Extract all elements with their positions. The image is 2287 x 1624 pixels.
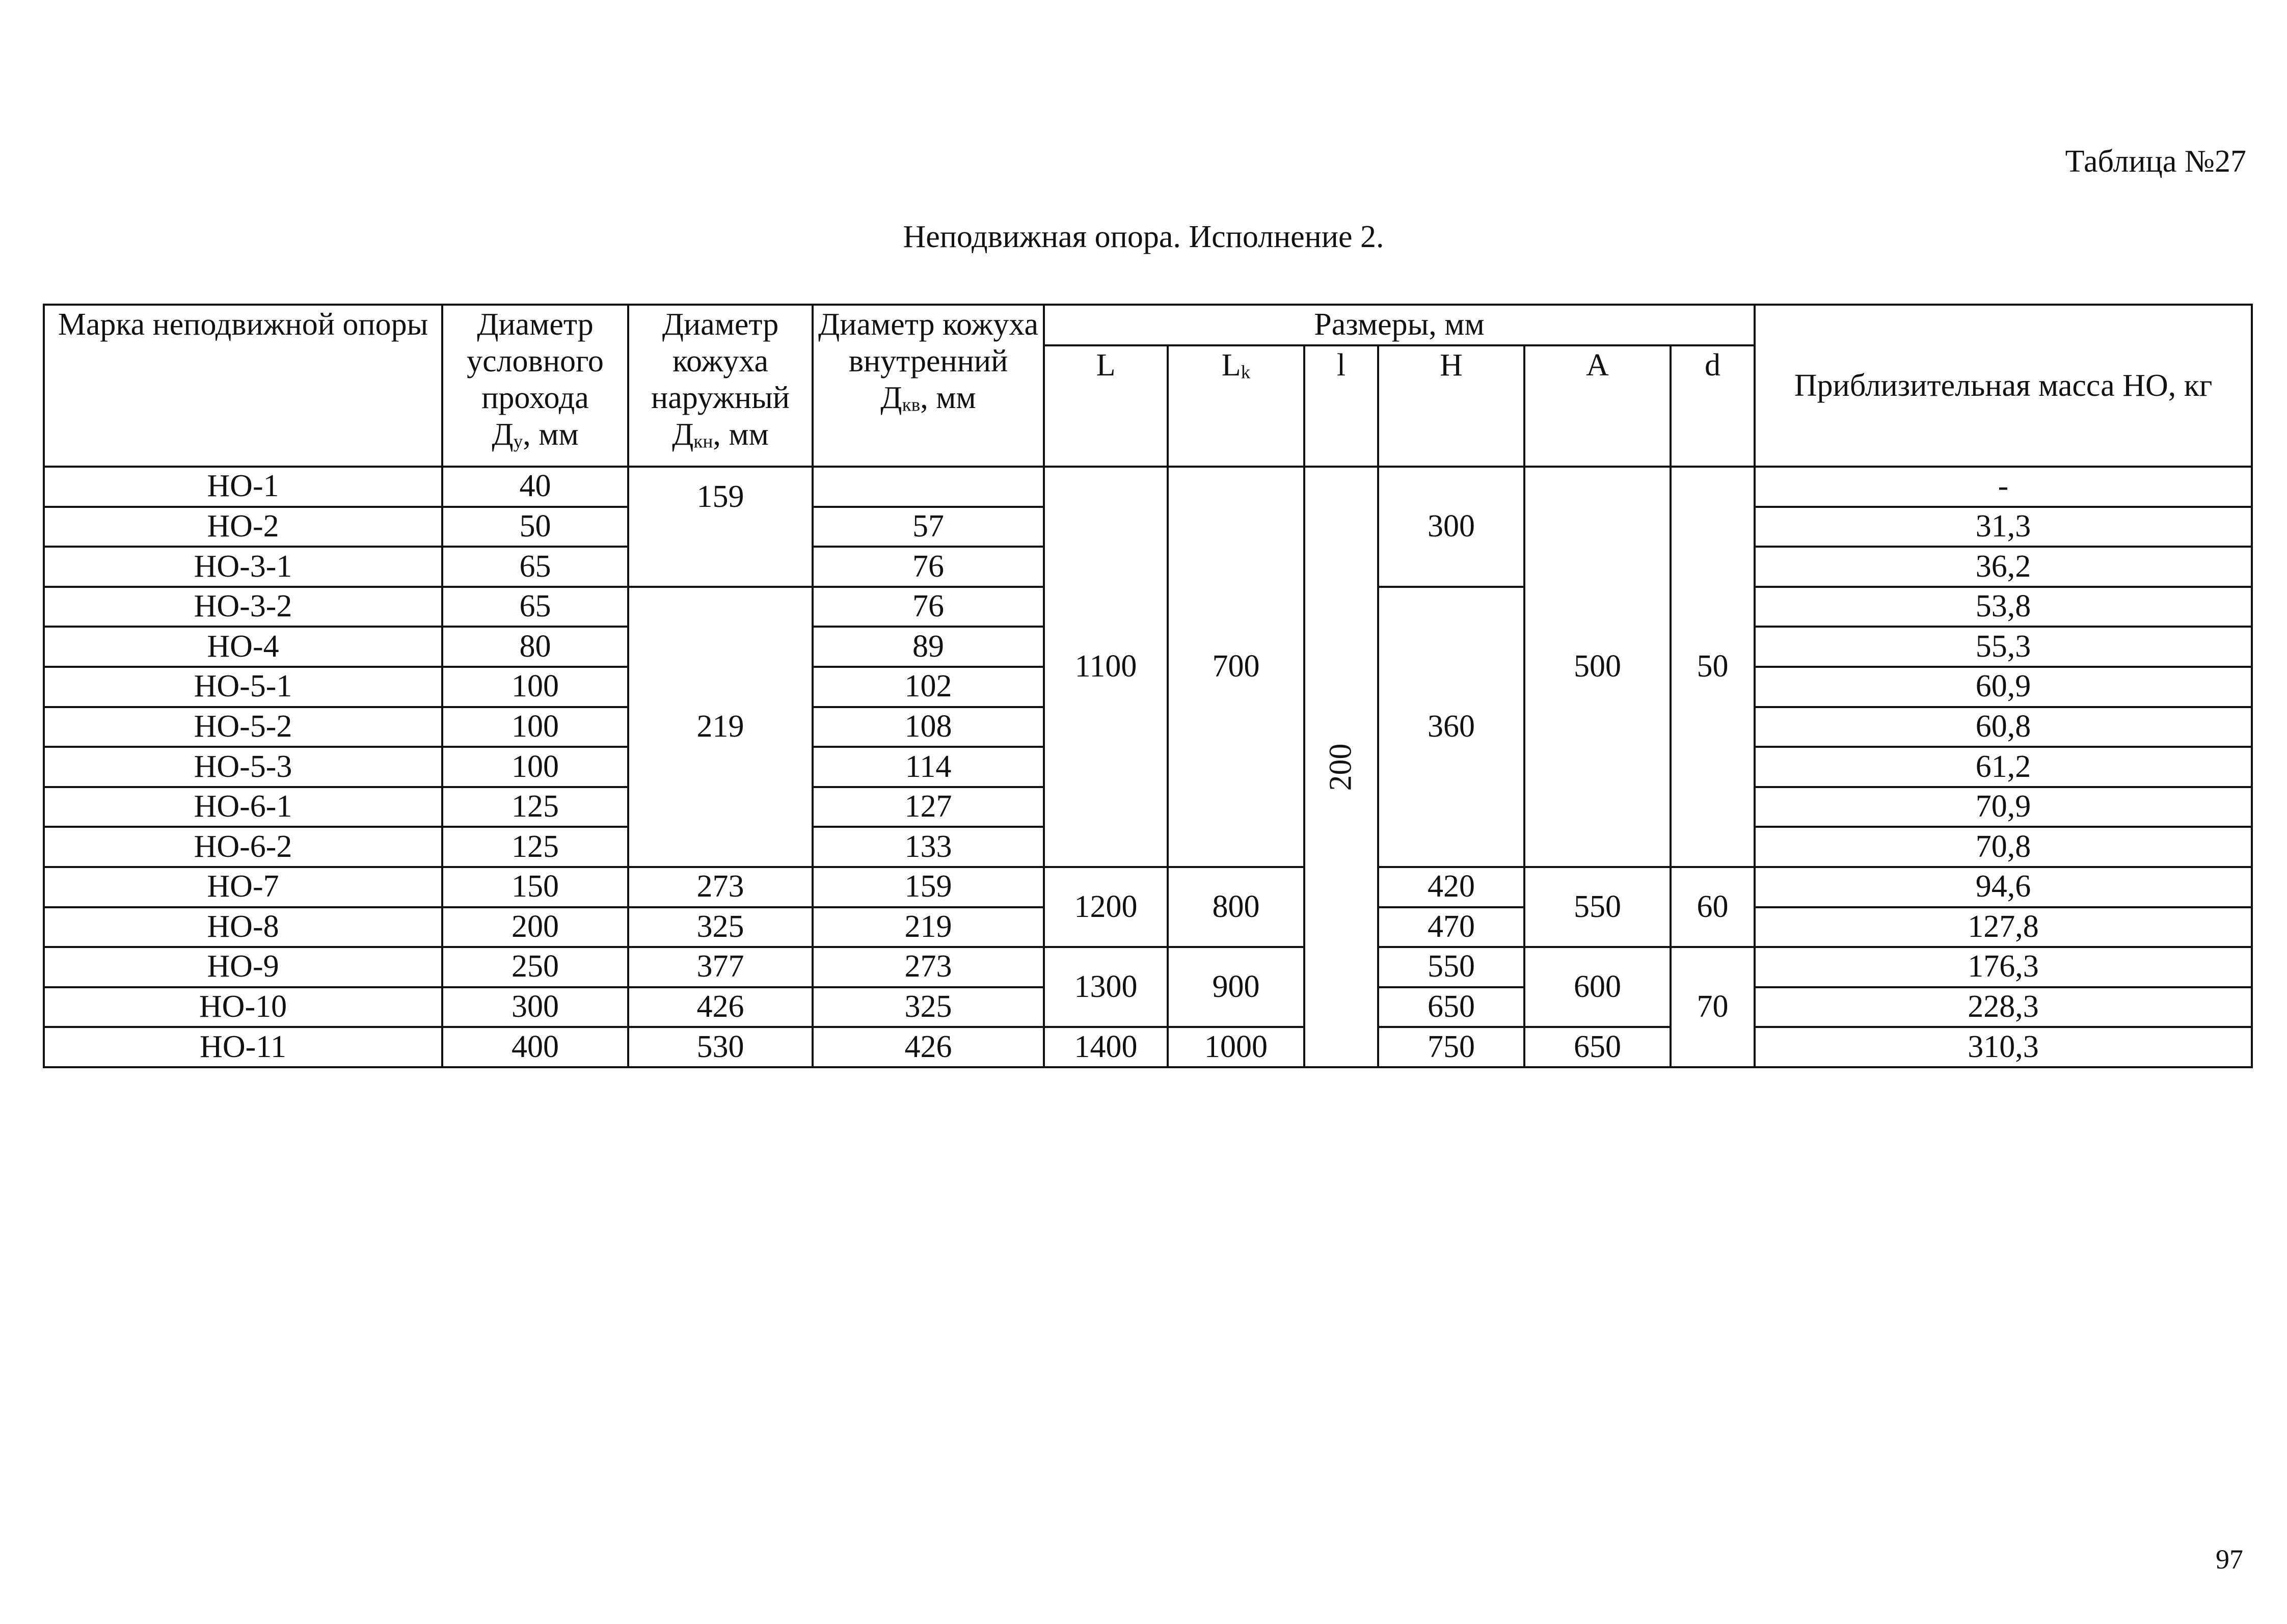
header-dy-symbol: Д (492, 417, 514, 452)
header-mark: Марка неподвижной опоры (44, 305, 442, 467)
cell-mass: 70,8 (1755, 827, 2252, 867)
cell-mass: 60,9 (1755, 667, 2252, 707)
cell-dy: 125 (442, 787, 628, 827)
cell-dkv: 219 (813, 907, 1044, 948)
header-dkv-sub: кв (902, 394, 921, 416)
header-Lk-symbol: L (1221, 348, 1241, 383)
cell-dkv: 426 (813, 1027, 1044, 1067)
cell-dkn: 377 (628, 947, 813, 987)
cell-dkv: 273 (813, 947, 1044, 987)
header-dkv-unit: , мм (920, 380, 976, 415)
cell-mark: НО-5-3 (44, 747, 442, 787)
cell-dy: 150 (442, 867, 628, 907)
cell-mark: НО-4 (44, 627, 442, 667)
cell-dy: 200 (442, 907, 628, 948)
cell-dkv (813, 467, 1044, 507)
cell-mass: 310,3 (1755, 1027, 2252, 1067)
cell-A: 650 (1524, 1027, 1671, 1067)
cell-Lk-merged: 700 (1168, 467, 1304, 867)
cell-mark: НО-6-1 (44, 787, 442, 827)
cell-dkn-merged: 159 (628, 467, 813, 587)
cell-dkn-merged: 219 (628, 587, 813, 867)
cell-dy: 100 (442, 667, 628, 707)
cell-mark: НО-2 (44, 507, 442, 547)
cell-L: 1400 (1044, 1027, 1168, 1067)
header-dkn-symbol: Д (672, 417, 694, 452)
cell-mass: 53,8 (1755, 587, 2252, 627)
header-A: A (1524, 345, 1671, 467)
cell-H: 750 (1378, 1027, 1524, 1067)
cell-mass: 127,8 (1755, 907, 2252, 948)
cell-mark: НО-8 (44, 907, 442, 948)
cell-dkv: 133 (813, 827, 1044, 867)
cell-A-merged: 550 (1524, 867, 1671, 947)
cell-mark: НО-3-1 (44, 547, 442, 587)
cell-dkv: 108 (813, 707, 1044, 747)
cell-mark: НО-10 (44, 987, 442, 1027)
table-caption: Неподвижная опора. Исполнение 2. (903, 220, 1384, 254)
table-row (44, 467, 2252, 507)
fixed-support-table (43, 304, 2253, 1068)
cell-A-merged: 600 (1524, 947, 1671, 1027)
header-dy-sub: у (513, 431, 523, 452)
cell-H-merged: 300 (1378, 467, 1524, 587)
cell-mass: 31,3 (1755, 507, 2252, 547)
cell-dy: 300 (442, 987, 628, 1027)
cell-l-merged (1304, 467, 1378, 1067)
header-sizes: Размеры, мм (1044, 305, 1755, 345)
cell-dkv: 57 (813, 507, 1044, 547)
cell-mass: - (1755, 467, 2252, 507)
header-dy-unit: , мм (523, 417, 579, 452)
cell-dkv: 325 (813, 987, 1044, 1027)
cell-mark: НО-5-2 (44, 707, 442, 747)
cell-d-merged: 50 (1671, 467, 1755, 867)
header-dkv-text: Диаметр кожуха внутренний (818, 307, 1039, 378)
cell-dkn: 426 (628, 987, 813, 1027)
cell-Lk-merged: 800 (1168, 867, 1304, 947)
header-H: H (1378, 345, 1524, 467)
cell-L-merged: 1100 (1044, 467, 1168, 867)
cell-dy: 400 (442, 1027, 628, 1067)
header-L: L (1044, 345, 1168, 467)
header-dy-text: Диаметр условного прохода (467, 307, 604, 415)
header-row-1 (44, 305, 2252, 345)
cell-dy: 65 (442, 587, 628, 627)
header-dkv-symbol: Д (880, 380, 902, 415)
cell-mark: НО-9 (44, 947, 442, 987)
header-dkn-unit: , мм (713, 417, 769, 452)
header-Lk (1168, 345, 1304, 467)
cell-L-merged: 1200 (1044, 867, 1168, 947)
cell-dy: 125 (442, 827, 628, 867)
table-row (44, 947, 2252, 987)
cell-d-merged: 70 (1671, 947, 1755, 1067)
cell-mass: 36,2 (1755, 547, 2252, 587)
cell-mark: НО-7 (44, 867, 442, 907)
header-dkn-sub: кн (693, 431, 713, 452)
cell-dkn: 273 (628, 867, 813, 907)
cell-dkv: 89 (813, 627, 1044, 667)
cell-dkn: 530 (628, 1027, 813, 1067)
cell-H: 470 (1378, 907, 1524, 948)
cell-dy: 80 (442, 627, 628, 667)
header-nominal-diameter (442, 305, 628, 467)
cell-mass: 70,9 (1755, 787, 2252, 827)
header-l: l (1304, 345, 1378, 467)
header-d: d (1671, 345, 1755, 467)
cell-mark: НО-5-1 (44, 667, 442, 707)
cell-mark: НО-6-2 (44, 827, 442, 867)
cell-dy: 50 (442, 507, 628, 547)
cell-H-merged: 360 (1378, 587, 1524, 867)
cell-dkv: 76 (813, 587, 1044, 627)
cell-mark: НО-1 (44, 467, 442, 507)
cell-d-merged: 60 (1671, 867, 1755, 947)
cell-l-value: 200 (1323, 743, 1358, 791)
cell-dy: 100 (442, 707, 628, 747)
cell-dkv: 127 (813, 787, 1044, 827)
cell-dkv: 76 (813, 547, 1044, 587)
header-mass: Приблизительная масса НО, кг (1755, 305, 2252, 467)
cell-L-merged: 1300 (1044, 947, 1168, 1027)
cell-dkn: 325 (628, 907, 813, 948)
header-dkn-text: Диаметр кожуха наружный (651, 307, 790, 415)
table-row (44, 1027, 2252, 1067)
cell-dy: 100 (442, 747, 628, 787)
cell-mass: 94,6 (1755, 867, 2252, 907)
page-number: 97 (2216, 1544, 2243, 1575)
table-number: Таблица №27 (2065, 144, 2246, 179)
table-row (44, 867, 2252, 907)
cell-H: 550 (1378, 947, 1524, 987)
cell-mass: 228,3 (1755, 987, 2252, 1027)
cell-mark: НО-11 (44, 1027, 442, 1067)
cell-mass: 55,3 (1755, 627, 2252, 667)
cell-Lk: 1000 (1168, 1027, 1304, 1067)
cell-dkv: 159 (813, 867, 1044, 907)
cell-dkv: 114 (813, 747, 1044, 787)
header-casing-inner-diameter (813, 305, 1044, 467)
cell-dy: 250 (442, 947, 628, 987)
cell-dy: 65 (442, 547, 628, 587)
cell-dy: 40 (442, 467, 628, 507)
cell-mass: 176,3 (1755, 947, 2252, 987)
cell-dkv: 102 (813, 667, 1044, 707)
cell-mass: 61,2 (1755, 747, 2252, 787)
header-casing-outer-diameter (628, 305, 813, 467)
header-Lk-sub: k (1241, 362, 1251, 383)
cell-mark: НО-3-2 (44, 587, 442, 627)
cell-mass: 60,8 (1755, 707, 2252, 747)
cell-Lk-merged: 900 (1168, 947, 1304, 1027)
cell-A-merged: 500 (1524, 467, 1671, 867)
cell-H: 420 (1378, 867, 1524, 907)
cell-H: 650 (1378, 987, 1524, 1027)
